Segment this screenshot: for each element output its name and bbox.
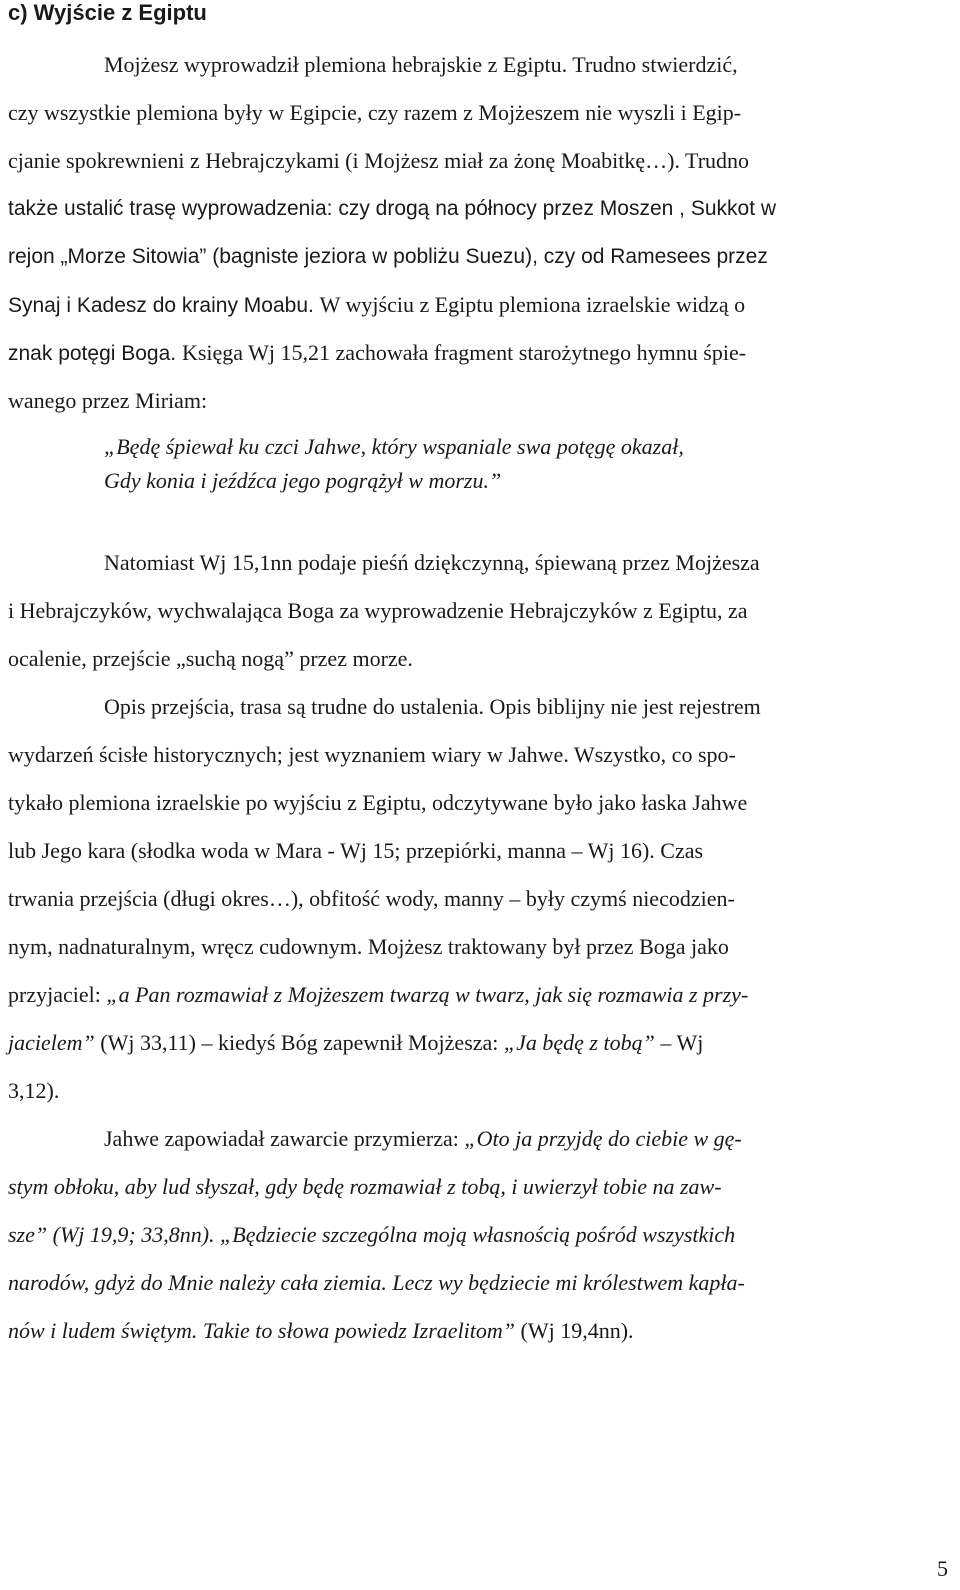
p3-line-7 xyxy=(8,982,952,1008)
p3-line-6b: Mojżesz traktowany był przez Boga jako xyxy=(367,934,729,959)
p2-line-3: ocalenie, przejście „suchą nogą” przez morze. xyxy=(8,646,413,671)
p1-line-6b: W wyjściu z Egiptu plemiona izraelskie widzą o xyxy=(319,292,746,317)
page-number: 5 xyxy=(937,1556,948,1581)
p1-line-4: także ustalić trasę wyprowadzenia: czy drogą na północy przez Moszen , Sukkot w xyxy=(8,197,777,220)
p3-line-7b: „a Pan rozmawiał z Mojżeszem twarzą w twarz, jak się rozmawia z przy- xyxy=(106,982,749,1007)
p3-line-2b: Wszystko, co spo- xyxy=(573,742,736,767)
p1-line-8: wanego przez Miriam: xyxy=(8,388,208,413)
quote-line-1: „Będę śpiewał ku czci Jahwe, który wspaniale swa potęgę okazał, xyxy=(104,434,684,459)
p1-line-7 xyxy=(8,340,952,367)
p3-line-4a: lub Jego kara (słodka woda w Mara - Wj 15; przepiórki, manna – Wj 16). xyxy=(8,838,661,863)
p4-line-4 xyxy=(8,1270,952,1296)
p3-line-4 xyxy=(8,838,952,864)
p4-line-3 xyxy=(8,1222,952,1248)
p3-line-4b: Czas xyxy=(660,838,704,863)
p4-line-4-text: narodów, gdyż do Mnie należy cała ziemia. Lecz wy będziecie mi królestwem kapła- xyxy=(8,1270,745,1295)
p2-line-2: i Hebrajczyków, wychwalająca Boga za wyprowadzenie Hebrajczyków z Egiptu, za xyxy=(8,598,748,623)
p4-line-3-text: sze” (Wj 19,9; 33,8nn). „Będziecie szczególna moją własnością pośród wszystkich xyxy=(8,1222,736,1247)
p4-line-5 xyxy=(8,1318,952,1344)
p3-line-8c: „Ja będę z tobą” xyxy=(503,1030,655,1055)
p3-line-5: trwania przejścia (długi okres…), obfitość wody, manny – były czymś niecodzien- xyxy=(8,886,735,911)
p3-line-7a: przyjaciel: xyxy=(8,982,107,1007)
p4-line-2b: w- xyxy=(699,1174,722,1199)
p3-line-6 xyxy=(8,934,952,960)
p3-line-8 xyxy=(8,1030,952,1056)
p3-line-8b: (Wj 33,11) – kiedyś Bóg zapewnił Mojżesza: xyxy=(94,1030,504,1055)
quote-line-2: Gdy konia i jeźdźca jego pogrążył w morzu.” xyxy=(104,468,502,493)
p3-line-1 xyxy=(104,694,952,720)
p4-line-1a: Jahwe zapowiadał zawarcie przymierza: xyxy=(104,1126,465,1151)
p4-line-2 xyxy=(8,1174,952,1200)
p4-line-1b: „Oto ja przyjdę do ciebie w gę- xyxy=(464,1126,742,1151)
p3-line-1b: Opis biblijny nie jest rejestrem xyxy=(489,694,761,719)
p1-line-7a: znak potęgi Boga. xyxy=(8,342,182,365)
p1-line-3: cjanie spokrewnieni z Hebrajczykami (i Mojżesz miał za żonę Moabitkę…). Trudno xyxy=(8,148,750,173)
p1-line-2: czy wszystkie plemiona były w Egipcie, czy razem z Mojżeszem nie wyszli i Egip- xyxy=(8,100,742,125)
section-heading: c) Wyjście z Egiptu xyxy=(8,0,207,25)
p3-line-1a: Opis przejścia, trasa są trudne do ustalenia. xyxy=(104,694,490,719)
p1-line-5: rejon „Morze Sitowia” (bagniste jeziora w pobliżu Suezu), czy od Ramesees przez xyxy=(8,245,768,268)
p4-line-2a: stym obłoku, aby lud słyszał, gdy będę rozmawiał z tobą, i uwierzył tobie na za xyxy=(8,1174,700,1199)
p3-line-2a: wydarzeń ścisłe historycznych; jest wyznaniem wiary w Jahwe. xyxy=(8,742,574,767)
p3-line-9: 3,12). xyxy=(8,1078,60,1103)
p3-line-3: tykało plemiona izraelskie po wyjściu z Egiptu, odczytywane było jako łaska Jahwe xyxy=(8,790,748,815)
p4-line-5b: (Wj 19,4nn). xyxy=(515,1318,634,1343)
p1-line-1: Mojżesz wyprowadził plemiona hebrajskie z Egiptu. Trudno stwierdzić, xyxy=(104,52,738,77)
p3-line-2 xyxy=(8,742,952,768)
p1-line-7b: Księga Wj 15,21 zachowała fragment starożytnego hymnu śpie- xyxy=(181,340,747,365)
p1-line-6a: Synaj i Kadesz do krainy Moabu. xyxy=(8,294,320,317)
p4-line-5a: nów i ludem świętym. Takie to słowa powiedz Izraelitom” xyxy=(8,1318,516,1343)
p3-line-8d: – Wj xyxy=(654,1030,704,1055)
p4-line-1 xyxy=(104,1126,952,1152)
p3-line-8a: jacielem” xyxy=(8,1030,95,1055)
p1-line-6 xyxy=(8,292,952,319)
p2-line-1: Natomiast Wj 15,1nn podaje pieśń dziękczynną, śpiewaną przez Mojżesza xyxy=(104,550,760,575)
p3-line-6a: nym, nadnaturalnym, wręcz cudownym. xyxy=(8,934,368,959)
